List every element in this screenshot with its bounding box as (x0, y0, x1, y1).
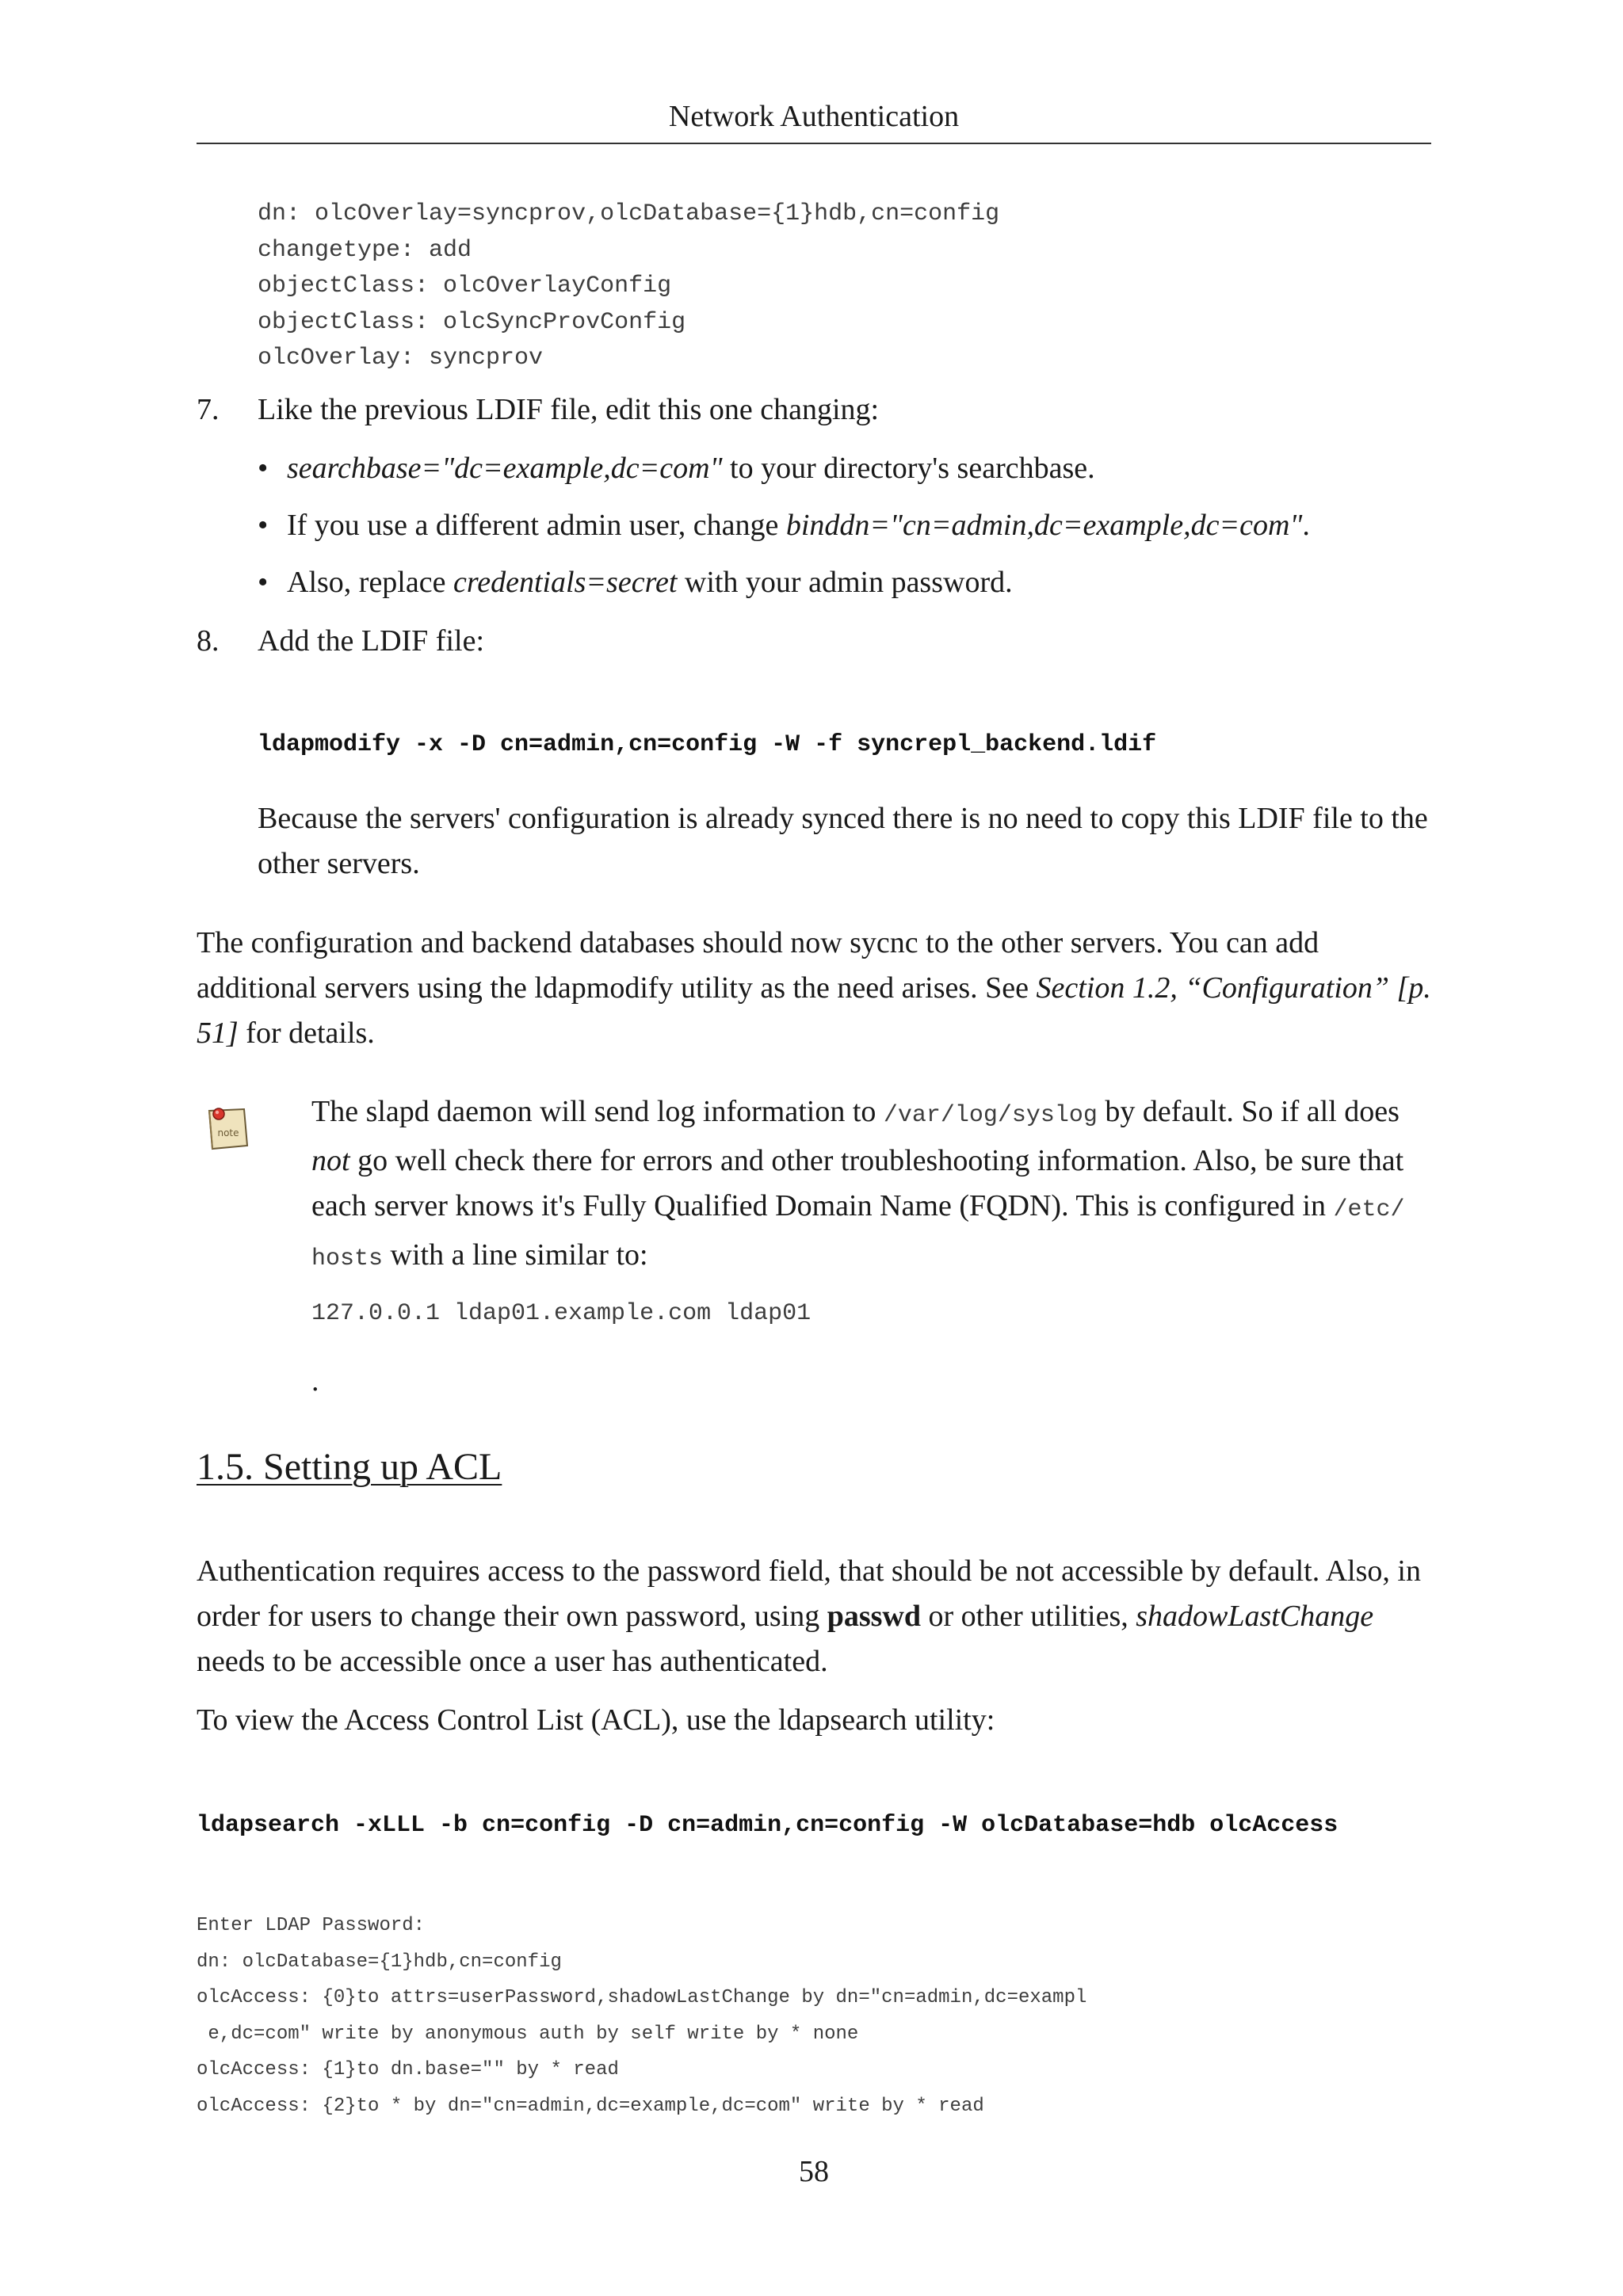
code-block-ldif (258, 196, 999, 377)
output-line: olcAccess: {1}to dn.base="" by * read (197, 2059, 619, 2081)
output-line: dn: olcDatabase={1}hdb,cn=config (197, 1951, 562, 1973)
output-line: olcAccess: {2}to * by dn="cn=admin,dc=example,dc=com" write by * read (197, 2095, 984, 2117)
header-rule (197, 143, 1431, 144)
note-icon-label: note (217, 1127, 239, 1138)
cross-reference-link[interactable]: Section 1.2, “Configuration” [p. 51] (197, 971, 1431, 1050)
bullet-emphasis: credentials=secret (453, 566, 678, 599)
paragraph-text: The configuration and backend databases should now sycnc to the other servers. You can add additional servers using the ldapmodify utility as the need arises. See (197, 926, 1319, 1005)
code-line: dn: olcOverlay=syncprov,olcDatabase={1}hdb,cn=config (258, 200, 1000, 227)
bullet-text: If you use a different admin user, change (287, 509, 786, 542)
running-header: Network Authentication (668, 100, 960, 133)
bullet-text: with your admin password. (677, 566, 1013, 599)
note-text-part: The slapd daemon will send log information to (311, 1095, 884, 1128)
paragraph: Because the servers' configuration is already synced there is no need to copy this LDIF file to the other servers. (258, 802, 1428, 880)
note-text-part: by default. So if all does (1097, 1095, 1400, 1128)
output-line: e,dc=com" write by anonymous auth by self write by * none (197, 2023, 859, 2045)
bullet-marker: • (258, 566, 269, 599)
step-number: 7. (197, 393, 220, 426)
bullet-emphasis: searchbase="dc=example,dc=com" (287, 452, 723, 485)
bullet-text: Also, replace (287, 566, 453, 599)
section-heading: 1.5. Setting up ACL (197, 1446, 502, 1488)
paragraph: To view the Access Control List (ACL), use the ldapsearch utility: (197, 1703, 995, 1737)
page-number: 58 (799, 2155, 829, 2188)
output-line: Enter LDAP Password: (197, 1915, 426, 1936)
note-emphasis: not (311, 1144, 350, 1177)
bullet-emphasis: binddn="cn=admin,dc=example,dc=com" (785, 509, 1303, 542)
bullet-marker: • (258, 509, 269, 542)
paragraph (197, 921, 1441, 1056)
step-text: Add the LDIF file: (258, 624, 485, 658)
inline-code: /var/log/syslog (883, 1102, 1098, 1129)
bullet-text: to your directory's searchbase. (722, 452, 1095, 485)
code-line: olcOverlay: syncprov (258, 345, 544, 372)
command-ldapsearch: ldapsearch -xLLL -b cn=config -D cn=admin,cn=config -W olcDatabase=hdb olcAccess (197, 1812, 1338, 1839)
inline-code: /etc/ hosts (311, 1196, 1405, 1272)
code-line: objectClass: olcSyncProvConfig (258, 308, 686, 336)
note-code-line: 127.0.0.1 ldap01.example.com ldap01 (311, 1300, 812, 1327)
note-text (311, 1089, 1437, 1282)
paragraph-text: for details. (238, 1016, 375, 1050)
step-number: 8. (197, 624, 220, 658)
bullet-text: . (1302, 509, 1310, 542)
code-line: changetype: add (258, 236, 472, 264)
paragraph-text: Authentication requires access to the password field, that should be not accessible by default. Also, in order for users to change their own password, using (197, 1554, 1421, 1633)
command-output (197, 1908, 1086, 2125)
note-trailing-dot: . (311, 1364, 319, 1398)
bullet-marker: • (258, 452, 269, 485)
step-text: Like the previous LDIF file, edit this one changing: (258, 393, 880, 426)
note-icon (204, 1104, 252, 1155)
note-text-part: with a line similar to: (383, 1238, 648, 1272)
paragraph-text: or other utilities, (921, 1600, 1136, 1633)
paragraph-bold: passwd (827, 1600, 921, 1633)
paragraph (197, 1549, 1441, 1684)
command-ldapmodify: ldapmodify -x -D cn=admin,cn=config -W -f syncrepl_backend.ldif (258, 731, 1157, 758)
note-text-part: go well check there for errors and other troubleshooting information. Also, be sure that each server knows it's Fully Qualified Domain Name (FQDN). This is configured in (311, 1144, 1404, 1222)
paragraph-emphasis: shadowLastChange (1136, 1600, 1374, 1633)
paragraph-text: needs to be accessible once a user has authenticated. (197, 1645, 828, 1678)
code-line: objectClass: olcOverlayConfig (258, 273, 672, 299)
output-line: olcAccess: {0}to attrs=userPassword,shadowLastChange by dn="cn=admin,dc=exampl (197, 1987, 1087, 2009)
